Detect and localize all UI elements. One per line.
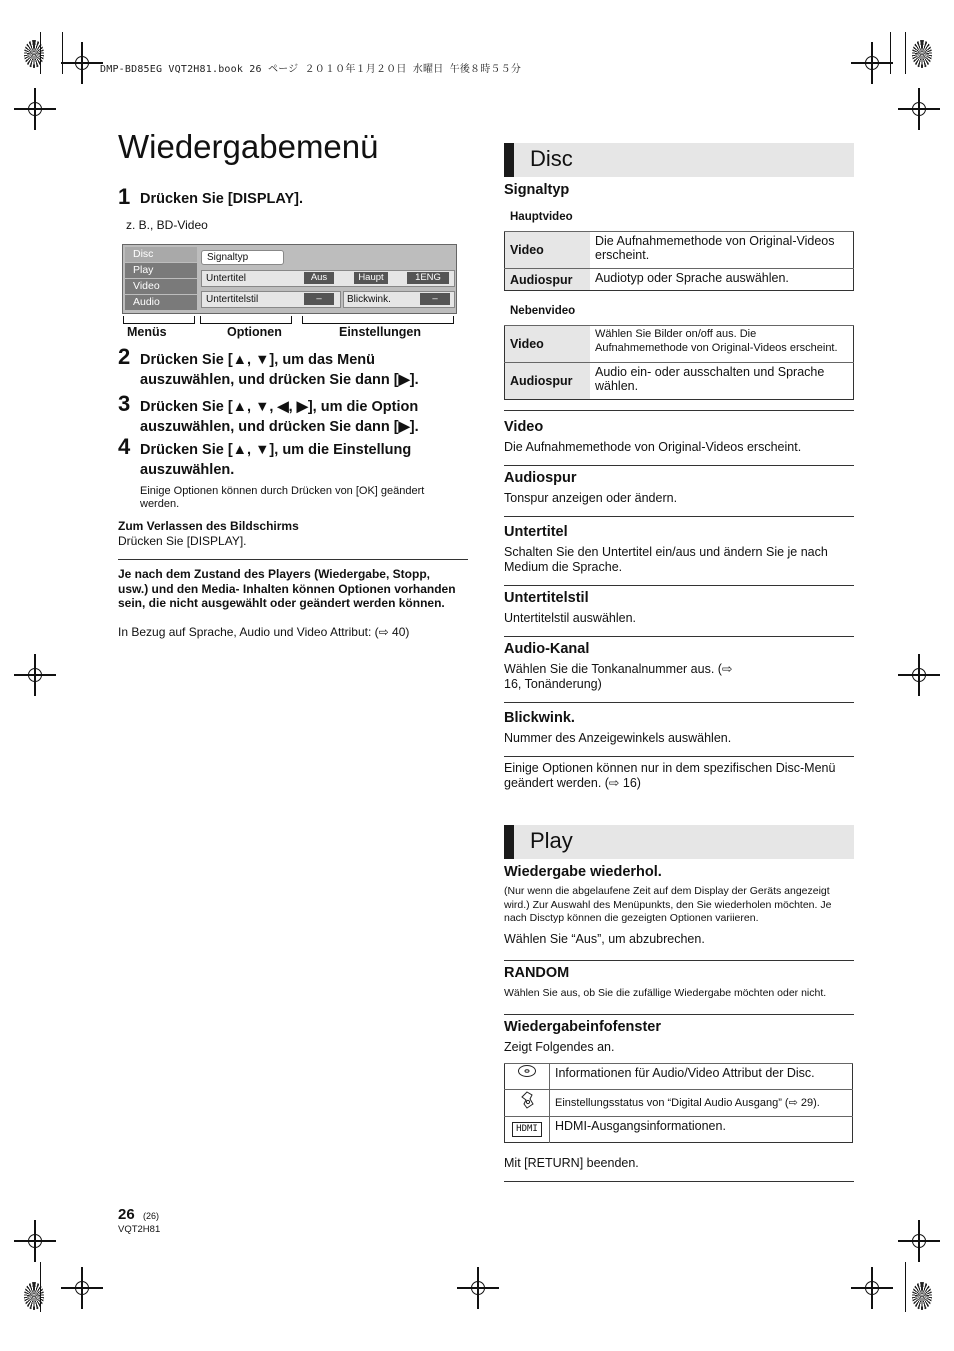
print-wheel-mark xyxy=(912,1282,932,1310)
display-menu-example xyxy=(122,244,457,314)
osd-row-subtitle xyxy=(201,270,455,287)
subheading-hauptvideo: Hauptvideo xyxy=(510,211,573,223)
text-untertitelstil: Untertitelstil auswählen. xyxy=(504,611,637,625)
disc-footnote: Einige Optionen können nur in dem spezifischen Disc-Menü geändert werden. (⇨ 16) xyxy=(504,761,836,790)
text-audio-kanal: Wählen Sie die Tonkanalnummer aus. (⇨ 16, Tonänderung) xyxy=(504,662,733,691)
step-number: 1 xyxy=(118,184,131,209)
bracket xyxy=(302,316,454,324)
registration-mark xyxy=(69,50,95,76)
registration-mark xyxy=(906,662,932,688)
step-text: Drücken Sie [DISPLAY]. xyxy=(140,191,304,207)
section-title: Disc xyxy=(530,146,573,171)
bracket-label-options: Optionen xyxy=(227,325,282,339)
page-number: 26 xyxy=(118,1206,135,1223)
heading-random: RANDOM xyxy=(504,965,570,981)
osd-setting-button: – xyxy=(304,293,334,305)
crop-mark xyxy=(890,32,891,74)
print-wheel-mark xyxy=(24,40,44,68)
divider xyxy=(504,702,854,703)
heading-blickwink: Blickwink. xyxy=(504,710,575,726)
registration-mark xyxy=(22,1228,48,1254)
step-text: Drücken Sie [▲, ▼], um die Einstellung auszuwählen. xyxy=(140,442,412,478)
icon-cell xyxy=(505,1117,550,1143)
nebenvideo-table xyxy=(504,325,854,400)
registration-mark xyxy=(22,96,48,122)
heading-audiospur: Audiospur xyxy=(504,470,577,486)
divider xyxy=(118,559,468,560)
print-wheel-mark xyxy=(912,40,932,68)
icon-cell xyxy=(505,1090,550,1117)
heading-video: Video xyxy=(504,419,544,435)
return-text: Mit [RETURN] beenden. xyxy=(504,1156,639,1170)
divider xyxy=(504,960,854,961)
osd-setting-button: Haupt xyxy=(354,272,388,284)
divider xyxy=(504,636,854,637)
osd-row-angle xyxy=(343,291,455,308)
heading-untertitel: Untertitel xyxy=(504,524,568,540)
icon-cell xyxy=(505,1064,550,1090)
repeat-small-text: (Nur wenn die abgelaufene Zeit auf dem Display der Geräts angezeigt wird.) Zur Auswahl des Menüpunkts, den Sie wiederholen möchten. Je nach Disctyp können die gezeigten Optionen variieren. xyxy=(504,885,832,924)
table-key: Audiospur xyxy=(505,363,591,400)
table-value: Informationen für Audio/Video Attribut der Disc. xyxy=(550,1064,853,1090)
subheading-nebenvideo: Nebenvideo xyxy=(510,305,576,317)
info-table xyxy=(504,1063,853,1143)
bracket-label-settings: Einstellungen xyxy=(339,325,421,339)
table-value: Audiotyp oder Sprache auswählen. xyxy=(590,269,854,291)
osd-menu-item: Play xyxy=(125,263,197,278)
osd-setting-button: Aus xyxy=(304,272,334,284)
bracket-label-menus: Menüs xyxy=(127,325,167,339)
heading-repeat: Wiedergabe wiederhol. xyxy=(504,864,662,880)
step-number: 2 xyxy=(118,344,131,369)
divider xyxy=(504,1014,854,1015)
note-text: In Bezug auf Sprache, Audio und Video Attribut: (⇨ 40) xyxy=(118,625,410,639)
divider xyxy=(504,465,854,466)
crop-mark xyxy=(905,32,906,74)
step-text: Drücken Sie [▲, ▼, ◀, ▶], um die Option auszuwählen, und drücken Sie dann [▶]. xyxy=(140,399,419,435)
info-text: Zeigt Folgendes an. xyxy=(504,1040,615,1054)
heading-signaltyp: Signaltyp xyxy=(504,182,570,198)
osd-row-label: Blickwink. xyxy=(347,294,391,305)
osd-row-label: Untertitelstil xyxy=(206,294,259,305)
hdmi-icon: HDMI xyxy=(512,1122,542,1137)
crop-mark xyxy=(40,32,41,74)
exit-text: Drücken Sie [DISPLAY]. xyxy=(118,534,247,548)
table-key: Audiospur xyxy=(505,269,591,291)
text-untertitel: Schalten Sie den Untertitel ein/aus und ändern Sie je nach Medium die Sprache. xyxy=(504,545,828,574)
section-bar xyxy=(504,143,514,177)
step-number: 4 xyxy=(118,434,131,459)
table-value: HDMI-Ausgangsinformationen. xyxy=(550,1117,853,1143)
osd-row-subtitle-style xyxy=(201,291,341,308)
text-blickwink: Nummer des Anzeigewinkels auswählen. xyxy=(504,731,732,745)
digital-audio-icon xyxy=(519,1090,535,1110)
divider xyxy=(504,1181,854,1182)
print-wheel-mark xyxy=(24,1282,44,1310)
registration-mark xyxy=(859,1275,885,1301)
osd-tab: Signaltyp xyxy=(201,250,284,265)
table-key: Video xyxy=(505,326,591,363)
repeat-text: Wählen Sie “Aus”, um abzubrechen. xyxy=(504,932,705,946)
registration-mark xyxy=(69,1275,95,1301)
table-value: Audio ein- oder ausschalten und Sprache wählen. xyxy=(590,363,854,400)
osd-menu-item: Disc xyxy=(125,247,197,262)
divider xyxy=(504,756,854,757)
page-number-paren: (26) xyxy=(143,1211,160,1221)
bracket xyxy=(123,316,195,324)
table-value: Wählen Sie Bilder on/off aus. Die Aufnahmemethode von Original-Videos erscheint. xyxy=(590,326,854,363)
divider xyxy=(504,410,854,411)
bracket xyxy=(200,316,292,324)
section-header-disc xyxy=(504,143,854,177)
divider xyxy=(504,516,854,517)
table-value: Die Aufnahmemethode von Original-Videos erscheint. xyxy=(590,232,854,269)
step-number: 3 xyxy=(118,391,131,416)
heading-info-window: Wiedergabeinfofenster xyxy=(504,1019,661,1035)
section-title: Play xyxy=(530,828,573,853)
osd-menu-item: Video xyxy=(125,279,197,294)
section-bar xyxy=(504,825,514,859)
heading-audio-kanal: Audio-Kanal xyxy=(504,641,590,657)
text-video: Die Aufnahmemethode von Original-Videos erscheint. xyxy=(504,440,802,454)
section-header-play xyxy=(504,825,854,859)
osd-row-label: Untertitel xyxy=(206,273,247,284)
crop-mark xyxy=(62,32,63,74)
divider xyxy=(504,585,854,586)
page-code: VQT2H81 xyxy=(118,1224,161,1235)
table-value: Einstellungsstatus von “Digital Audio Ausgang” (⇨ 29). xyxy=(550,1090,853,1117)
text-audiospur: Tonspur anzeigen oder ändern. xyxy=(504,491,678,505)
note-bold: Je nach dem Zustand des Players (Wiedergabe, Stopp, usw.) und den Media- Inhalten können Optionen vorhanden sein, die nicht ausgewählt oder geändert werden können. xyxy=(118,567,456,610)
random-text: Wählen Sie aus, ob Sie die zufällige Wiedergabe möchten oder nicht. xyxy=(504,987,827,999)
registration-mark xyxy=(859,50,885,76)
osd-menu-item: Audio xyxy=(125,295,197,310)
osd-menu-list xyxy=(125,247,197,311)
crop-mark xyxy=(905,1262,906,1312)
exit-heading: Zum Verlassen des Bildschirms xyxy=(118,519,299,533)
crop-mark xyxy=(40,1262,41,1312)
step-text: Drücken Sie [▲, ▼], um das Menü auszuwählen, und drücken Sie dann [▶]. xyxy=(140,352,419,388)
registration-mark xyxy=(465,1275,491,1301)
osd-setting-button: – xyxy=(420,293,450,305)
print-header: DMP-BD85EG VQT2H81.book 26 ページ ２０１０年１月２０日 水曜日 午後８時５５分 xyxy=(100,64,522,75)
table-key: Video xyxy=(505,232,591,269)
page-title: Wiedergabemenü xyxy=(118,128,379,165)
step-note: Einige Optionen können durch Drücken von [OK] geändert werden. xyxy=(140,485,425,510)
registration-mark xyxy=(906,96,932,122)
registration-mark xyxy=(906,1228,932,1254)
osd-setting-button: 1ENG xyxy=(407,272,449,284)
example-label: z. B., BD-Video xyxy=(126,218,208,232)
registration-mark xyxy=(22,662,48,688)
disc-icon xyxy=(517,1064,537,1078)
heading-untertitelstil: Untertitelstil xyxy=(504,590,589,606)
hauptvideo-table xyxy=(504,231,854,291)
